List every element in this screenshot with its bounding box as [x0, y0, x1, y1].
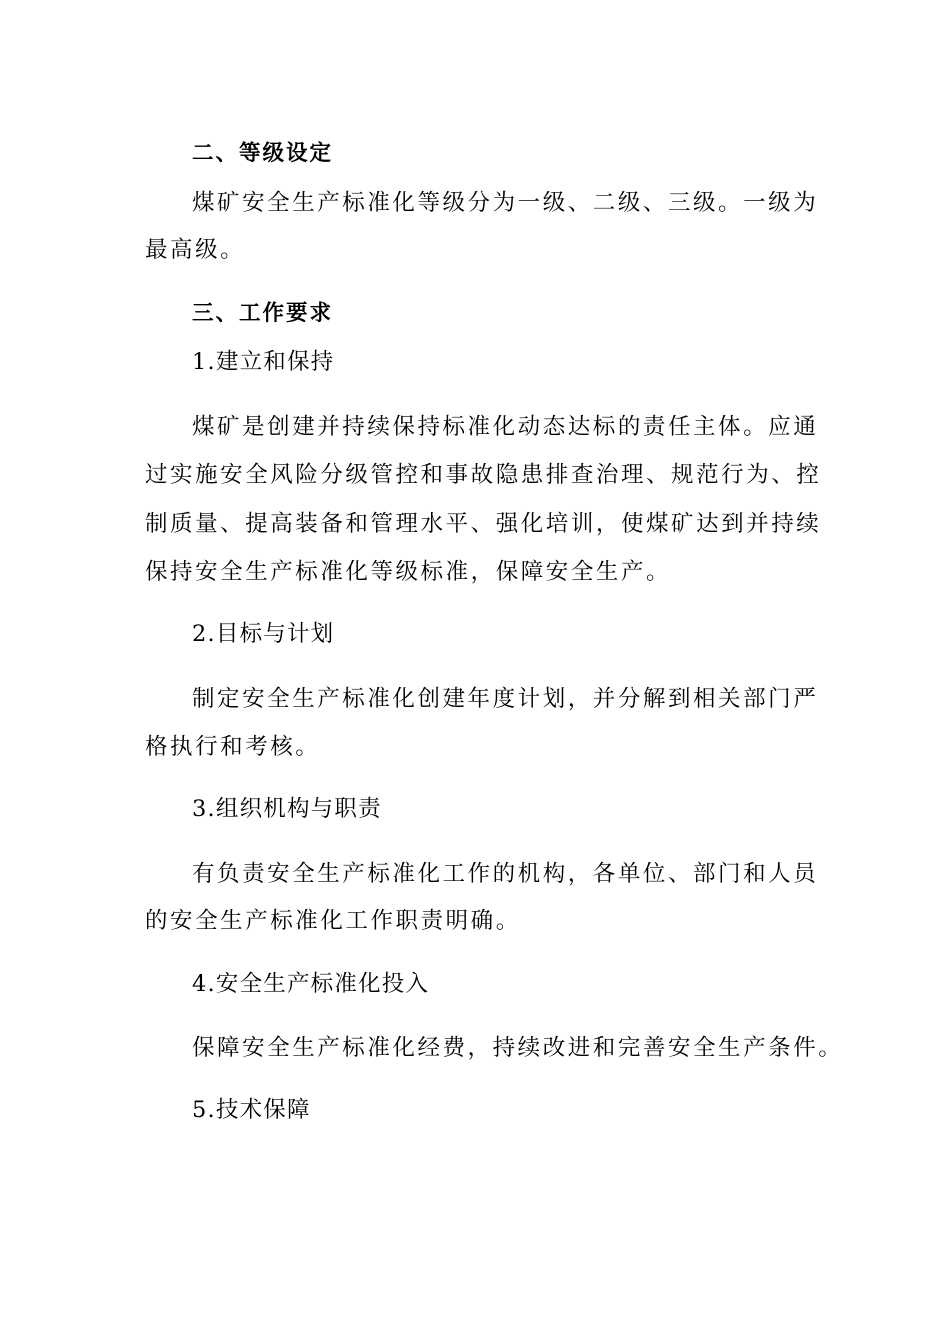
paragraph-line: 的安全生产标准化工作职责明确。	[145, 908, 521, 934]
section-heading-work-requirements: 三、工作要求	[192, 301, 334, 326]
item-title-goals-plans: 2.目标与计划	[192, 621, 335, 647]
item-title-establish-maintain: 1.建立和保持	[192, 349, 335, 375]
item-title-investment: 4.安全生产标准化投入	[192, 971, 430, 997]
item-title-organization-duties: 3.组织机构与职责	[192, 796, 382, 822]
paragraph-line: 煤矿是创建并持续保持标准化动态达标的责任主体。应通	[192, 414, 819, 440]
paragraph-line: 煤矿安全生产标准化等级分为一级、二级、三级。一级为	[192, 190, 819, 216]
item-title-technical-support: 5.技术保障	[192, 1097, 311, 1123]
section-heading-grade-setting: 二、等级设定	[192, 141, 334, 166]
paragraph-line: 过实施安全风险分级管控和事故隐患排查治理、规范行为、控	[145, 462, 822, 488]
paragraph-line: 制定安全生产标准化创建年度计划，并分解到相关部门严	[192, 686, 819, 712]
paragraph-line: 制质量、提高装备和管理水平、强化培训，使煤矿达到并持续	[145, 511, 822, 537]
paragraph-line: 最高级。	[145, 237, 246, 263]
paragraph-line: 保障安全生产标准化经费，持续改进和完善安全生产条件。	[192, 1035, 844, 1061]
paragraph-line: 保持安全生产标准化等级标准，保障安全生产。	[145, 559, 672, 585]
paragraph-line: 格执行和考核。	[145, 734, 321, 760]
paragraph-line: 有负责安全生产标准化工作的机构，各单位、部门和人员	[192, 861, 819, 887]
